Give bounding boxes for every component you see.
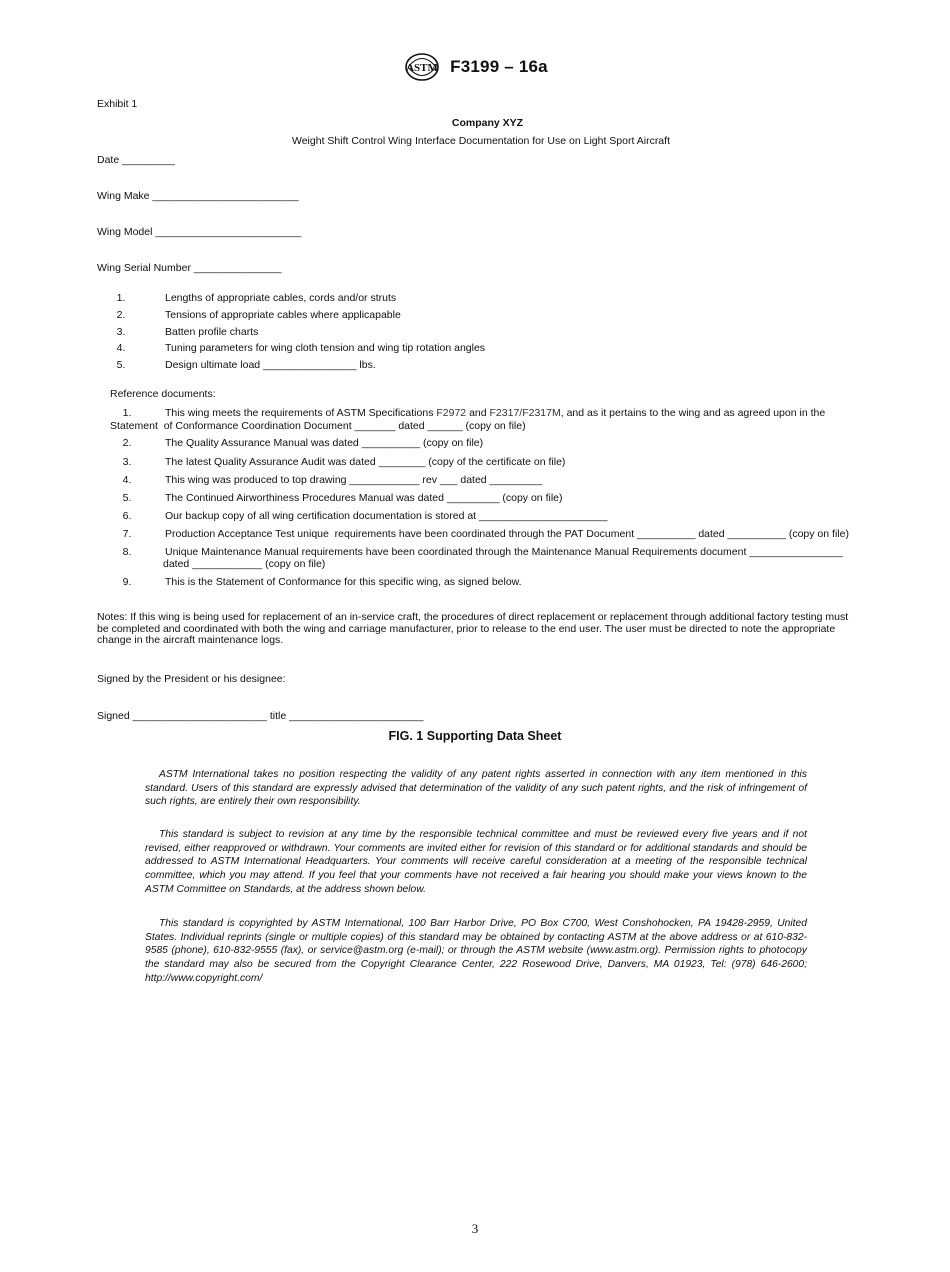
ref-number: 2.: [122, 437, 132, 449]
ref-item: Production Acceptance Test unique requirements have been coordinated through the PAT Document __________ dated __________ (copy on file): [165, 528, 849, 540]
item-number: 3.: [116, 326, 126, 338]
ref-item-8-line1: Unique Maintenance Manual requirements have been coordinated through the Maintenance Manual Requirements document ________________: [165, 546, 843, 558]
ref-number: 9.: [122, 576, 132, 588]
wing-model-field: Wing Model _________________________: [97, 226, 302, 238]
ref-item: Our backup copy of all wing certification documentation is stored at ______________________: [165, 510, 608, 522]
signature-line: Signed _______________________ title _______________________: [97, 710, 424, 722]
patent-paragraph: ASTM International takes no position respecting the validity of any patent rights asserted in connection with any item mentioned in this standard. Users of this standard are expressly advised that determination of the validity of any such patent rights, and the risk of infringement of such rights, are entirely their own responsibility.: [145, 769, 807, 808]
ref-text: , and as it pertains to the wing and as agreed upon in the: [560, 407, 826, 419]
ref-number: 7.: [122, 528, 132, 540]
wing-make-field: Wing Make _________________________: [97, 190, 299, 202]
ref-item-1-line1: [165, 407, 825, 419]
signed-by-label: Signed by the President or his designee:: [97, 673, 286, 685]
wing-serial-field: Wing Serial Number _______________: [97, 262, 282, 274]
ref-number: 5.: [122, 492, 132, 504]
list-item: Lengths of appropriate cables, cords and/or struts: [165, 292, 397, 304]
page-header: [0, 52, 950, 82]
revision-paragraph: This standard is subject to revision at any time by the responsible technical committee and must be reviewed every five years and if not revised, either reapproved or withdrawn. Your comments are invited either for revision of this standard or for additional standards and should be addressed to ASTM International Headquarters. Your comments will receive careful consideration at a meeting of the responsible technical committee, which you may attend. If you feel that your comments have not received a fair hearing you should make your views known to the ASTM Committee on Standards, at the address shown below.: [145, 829, 807, 895]
ref-item: The Quality Assurance Manual was dated __________ (copy on file): [165, 437, 484, 449]
notes-paragraph: Notes: If this wing is being used for replacement of an in-service craft, the procedures of direct replacement or replacement through additional factory testing must be completed and coordinated with both the wing and carriage manufacturer, prior to release to the end user. The user must be directed to note the appropriate change in the aircraft maintenance logs.: [97, 611, 849, 647]
ref-item: This is the Statement of Conformance for this specific wing, as signed below.: [165, 576, 522, 588]
ref-text: This wing meets the requirements of ASTM Specifications: [165, 407, 437, 419]
company-name: Company XYZ: [451, 117, 524, 129]
f2972-link[interactable]: F2972: [436, 407, 467, 419]
ref-text: and: [466, 407, 490, 419]
ref-number: 8.: [122, 546, 132, 558]
figure-caption: FIG. 1 Supporting Data Sheet: [388, 729, 562, 743]
date-field: Date _________: [97, 154, 175, 166]
f2317-link[interactable]: F2317/F2317M: [489, 407, 561, 419]
reference-heading: Reference documents:: [110, 388, 216, 400]
ref-item: This wing was produced to top drawing ____________ rev ___ dated _________: [165, 474, 543, 486]
item-number: 1.: [116, 292, 126, 304]
ref-item: The latest Quality Assurance Audit was dated ________ (copy of the certificate on file): [165, 456, 566, 468]
item-number: 4.: [116, 342, 126, 354]
item-number: 2.: [116, 309, 126, 321]
list-item: Batten profile charts: [165, 326, 259, 338]
ref-item-8-line2: dated ____________ (copy on file): [163, 558, 326, 570]
ref-number: 3.: [122, 456, 132, 468]
copyright-paragraph: This standard is copyrighted by ASTM International, 100 Barr Harbor Drive, PO Box C700, West Conshohocken, PA 19428-2959, United States. Individual reprints (single or multiple copies) of this standard may be obtained by contacting ASTM at the above address or at 610-832-9585 (phone), 610-832-9555 (fax), or service@astm.org (e-mail); or through the ASTM website (www.astm.org). Permission rights to photocopy the standard may also be secured from the Copyright Clearance Center, 222 Rosewood Drive, Danvers, MA 01923, Tel: (978) 646-2600; http://www.copyright.com/: [145, 918, 807, 984]
ref-number: 4.: [122, 474, 132, 486]
list-item: Tensions of appropriate cables where applicapable: [165, 309, 401, 321]
item-number: 5.: [116, 359, 126, 371]
list-item: Design ultimate load ________________ lbs.: [165, 359, 376, 371]
document-id: F3199 – 16a: [450, 57, 548, 76]
exhibit-label: Exhibit 1: [97, 98, 138, 110]
ref-item-1-line2: Statement of Conformance Coordination Document _______ dated ______ (copy on file): [110, 420, 526, 432]
list-item: Tuning parameters for wing cloth tension and wing tip rotation angles: [165, 342, 486, 354]
logo-text: ASTM: [406, 62, 439, 74]
form-subtitle: Weight Shift Control Wing Interface Documentation for Use on Light Sport Aircraft: [292, 135, 670, 147]
ref-number: 6.: [122, 510, 132, 522]
ref-number: 1.: [122, 407, 132, 419]
astm-logo-icon: [402, 52, 442, 82]
ref-item: The Continued Airworthiness Procedures Manual was dated _________ (copy on file): [165, 492, 563, 504]
page-number: 3: [471, 1221, 479, 1236]
